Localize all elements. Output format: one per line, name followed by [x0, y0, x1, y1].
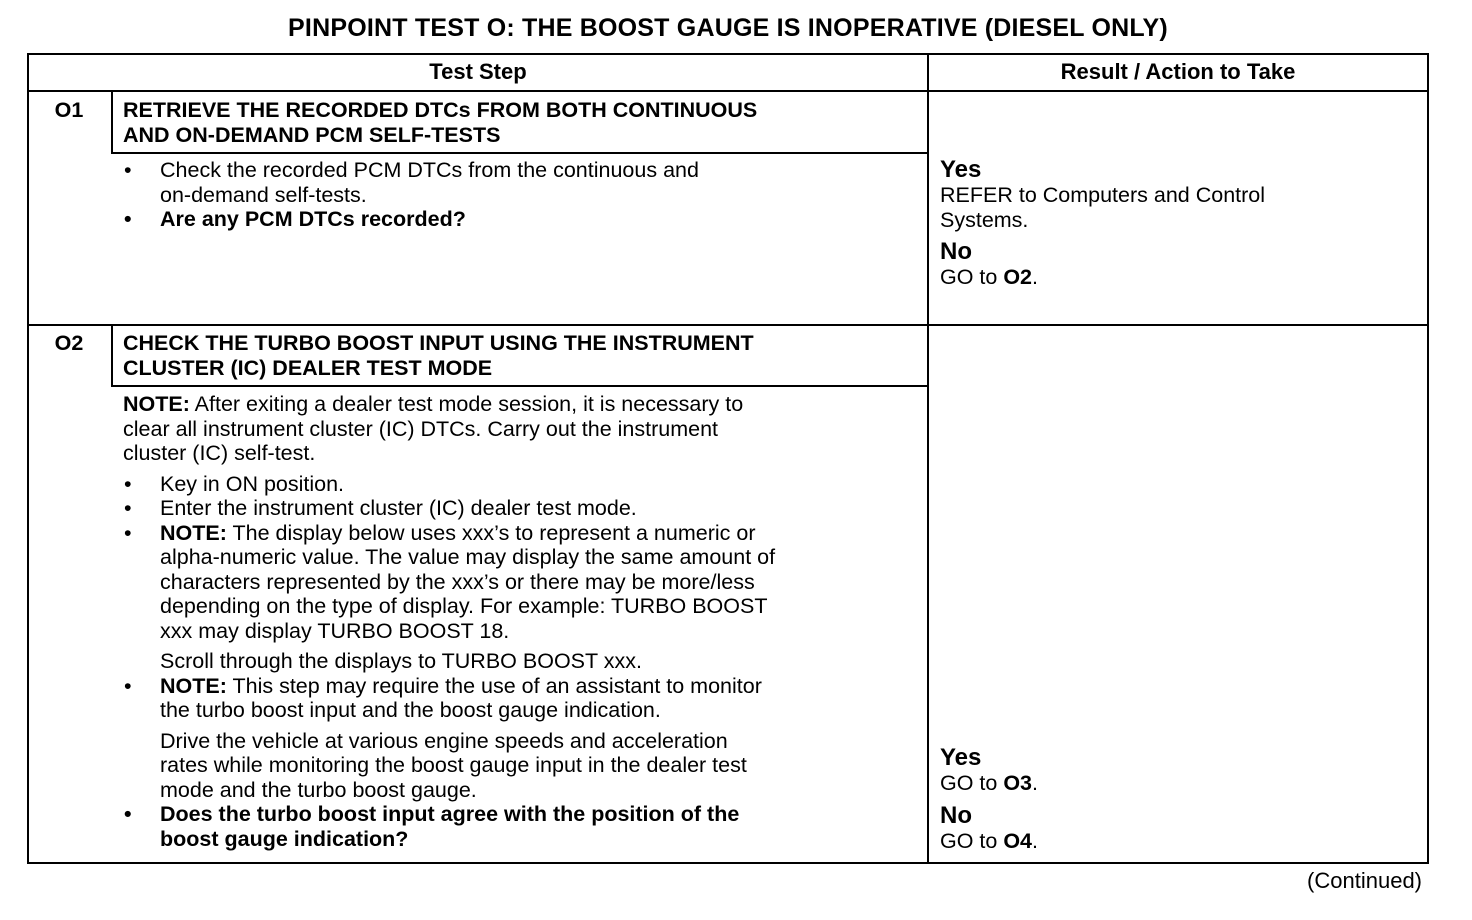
bullet-icon: •	[124, 496, 132, 520]
result-yes-label: Yes	[940, 156, 982, 183]
continued-label: (Continued)	[1307, 868, 1422, 893]
bullet-icon: •	[124, 471, 132, 496]
list-item: • Are any PCM DTCs recorded?	[124, 207, 466, 231]
result-no-label: No	[940, 238, 972, 265]
note-paragraph: NOTE: After exiting a dealer test mode session, it is necessary to clear all instrument cluster (IC) DTCs. Carry out the instrument cluster (IC) self-test.	[123, 392, 744, 465]
bullet-icon: •	[124, 207, 132, 231]
result-o1: Yes REFER to Computers and Control Systems. No GO to O2.	[940, 156, 1420, 290]
bullet-icon: •	[124, 158, 132, 182]
result-no-action: GO to O4.	[940, 828, 1038, 853]
step-title-o2: CHECK THE TURBO BOOST INPUT USING THE INSTRUMENT CLUSTER (IC) DEALER TEST MODE	[123, 331, 754, 380]
step-id-o1: O1	[54, 98, 84, 122]
list-item: • Check the recorded PCM DTCs from the continuous and on-demand self-tests.	[124, 158, 699, 207]
step-id-divider-o1	[111, 90, 113, 153]
bullet-icon: •	[124, 520, 132, 545]
step-id-divider-o2	[111, 324, 113, 386]
result-o2	[940, 744, 1420, 853]
o2-title-divider	[111, 385, 927, 387]
bullet-icon: •	[124, 673, 132, 698]
result-no-label: No	[940, 801, 972, 829]
list-item: • Key in ON position.	[124, 471, 345, 496]
step-body-o2	[123, 392, 923, 851]
result-no-action: GO to O2.	[940, 265, 1038, 289]
step-title-o1: RETRIEVE THE RECORDED DTCs FROM BOTH CONTINUOUS AND ON-DEMAND PCM SELF-TESTS	[123, 98, 758, 147]
list-item: • NOTE: The display below uses xxx’s to represent a numeric or alpha-numeric value. The value may display the same amount of characters represented by the xxx’s or there may be more/less depending on the type of display. For example: TURBO BOOST xxx may display TURBO BOOST 18. Scroll through the displays to TURBO BOOST xxx.	[124, 520, 776, 673]
pinpoint-test-table	[27, 53, 1429, 864]
list-item: • NOTE: This step may require the use of an assistant to monitor the turbo boost input and the boost gauge indication. Drive the vehicle at various engine speeds and acceleration rates while monitoring the boost gauge input in the dealer test mode and the turbo boost gauge.	[124, 673, 762, 802]
list-item: • Enter the instrument cluster (IC) dealer test mode.	[124, 496, 637, 520]
result-yes-label: Yes	[940, 744, 982, 771]
result-column-divider	[927, 55, 929, 862]
page-title: PINPOINT TEST O: THE BOOST GAUGE IS INOPERATIVE (DIESEL ONLY)	[288, 14, 1168, 42]
header-result: Result / Action to Take	[1060, 59, 1296, 84]
header-divider	[29, 90, 1427, 92]
result-yes-action: GO to O3.	[940, 771, 1038, 795]
bullet-icon: •	[124, 802, 132, 826]
o1-title-divider	[111, 152, 927, 154]
step-separator	[29, 324, 1427, 326]
header-test-step: Test Step	[429, 59, 527, 84]
step-id-o2: O2	[54, 331, 84, 355]
step-body-o1	[123, 158, 923, 232]
list-item: • Does the turbo boost input agree with the position of the boost gauge indication?	[124, 802, 740, 851]
